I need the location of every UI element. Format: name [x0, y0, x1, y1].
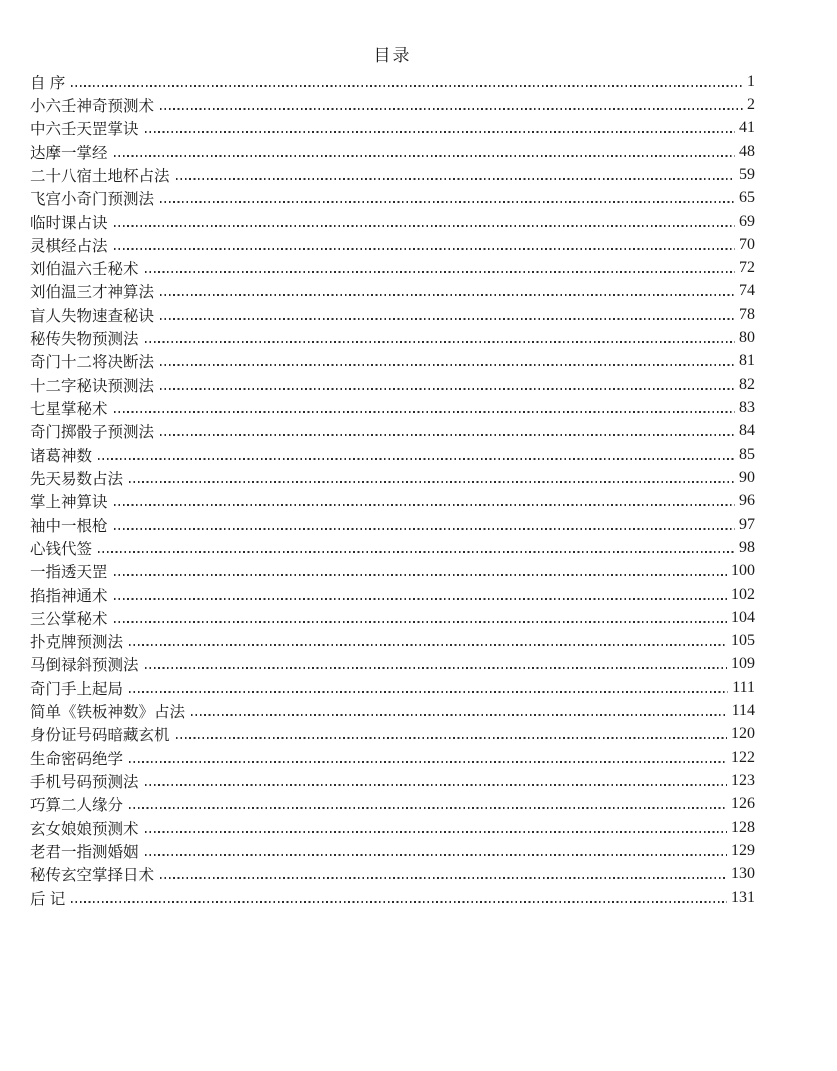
dot-leader [129, 481, 735, 483]
toc-entry-page-number: 74 [739, 282, 755, 300]
dot-leader [160, 294, 735, 296]
toc-entry[interactable] [30, 560, 755, 583]
toc-entry[interactable] [30, 140, 755, 163]
toc-entry-page-number: 70 [739, 235, 755, 253]
toc-entry-page-number: 123 [731, 772, 755, 790]
dot-leader [145, 667, 727, 669]
toc-entry[interactable] [30, 187, 755, 210]
toc-entry[interactable] [30, 117, 755, 140]
toc-entry[interactable] [30, 373, 755, 396]
toc-entry-page-number: 90 [739, 468, 755, 486]
dot-leader [114, 621, 727, 623]
toc-entry-page-number: 84 [739, 422, 755, 440]
dot-leader [114, 598, 727, 600]
toc-entry-title: 灵棋经占法 [30, 237, 108, 255]
toc-entry[interactable] [30, 630, 755, 653]
toc-entry-page-number: 85 [739, 445, 755, 463]
toc-entry-title: 老君一指测婚姻 [30, 843, 139, 861]
dot-leader [160, 877, 727, 879]
toc-entry-page-number: 102 [731, 585, 755, 603]
toc-entry-title: 简单《铁板神数》占法 [30, 704, 186, 722]
toc-entry-title: 秘传失物预测法 [30, 331, 139, 349]
dot-leader [160, 108, 743, 110]
toc-entry-title: 巧算二人缘分 [30, 797, 124, 815]
dot-leader [160, 318, 735, 320]
toc-entry-page-number: 131 [731, 888, 755, 906]
toc-entry-page-number: 105 [731, 632, 755, 650]
dot-leader [98, 458, 735, 460]
toc-entry-title: 先天易数占法 [30, 470, 124, 488]
dot-leader [160, 364, 735, 366]
toc-entry[interactable] [30, 303, 755, 326]
dot-leader [145, 131, 735, 133]
dot-leader [145, 271, 735, 273]
toc-entry-page-number: 65 [739, 189, 755, 207]
toc-entry[interactable] [30, 746, 755, 769]
toc-entry-page-number: 120 [731, 725, 755, 743]
toc-entry[interactable] [30, 769, 755, 792]
toc-entry-page-number: 78 [739, 305, 755, 323]
toc-entry[interactable] [30, 233, 755, 256]
dot-leader [114, 528, 735, 530]
toc-entry-page-number: 96 [739, 492, 755, 510]
dot-leader [129, 691, 728, 693]
dot-leader [176, 737, 727, 739]
toc-entry-page-number: 1 [747, 72, 755, 90]
dot-leader [114, 411, 735, 413]
toc-entry-page-number: 80 [739, 329, 755, 347]
toc-entry-page-number: 129 [731, 841, 755, 859]
toc-entry[interactable] [30, 536, 755, 559]
dot-leader [145, 784, 727, 786]
toc-entry[interactable] [30, 793, 755, 816]
dot-leader [176, 178, 735, 180]
toc-entry[interactable] [30, 420, 755, 443]
dot-leader [114, 155, 735, 157]
toc-entry-title: 奇门掷骰子预测法 [30, 424, 155, 442]
toc-entry[interactable] [30, 676, 755, 699]
toc-entry-title: 小六壬神奇预测术 [30, 97, 155, 115]
toc-entry-page-number: 2 [747, 95, 755, 113]
dot-leader [145, 831, 727, 833]
toc-entry[interactable] [30, 606, 755, 629]
toc-entry[interactable] [30, 863, 755, 886]
toc-entry[interactable] [30, 699, 755, 722]
toc-entry[interactable] [30, 210, 755, 233]
toc-entry-title: 身份证号码暗藏玄机 [30, 727, 170, 745]
toc-entry-page-number: 100 [731, 562, 755, 580]
toc-entry-page-number: 97 [739, 515, 755, 533]
toc-entry-title: 二十八宿土地杯占法 [30, 167, 170, 185]
dot-leader [129, 644, 727, 646]
toc-entry-page-number: 41 [739, 119, 755, 137]
toc-entry-page-number: 130 [731, 865, 755, 883]
toc-entry-title: 生命密码绝学 [30, 750, 124, 768]
toc-entry-title: 自 序 [30, 74, 66, 92]
toc-entry[interactable] [30, 653, 755, 676]
toc-entry[interactable] [30, 490, 755, 513]
toc-entry[interactable] [30, 839, 755, 862]
dot-leader [191, 714, 728, 716]
dot-leader [114, 248, 735, 250]
toc-entry[interactable] [30, 163, 755, 186]
toc-entry[interactable] [30, 70, 755, 93]
toc-entry-page-number: 114 [731, 702, 755, 720]
toc-entry-page-number: 69 [739, 212, 755, 230]
toc-entry-title: 刘伯温六壬秘术 [30, 261, 139, 279]
dot-leader [129, 761, 727, 763]
toc-entry[interactable] [30, 396, 755, 419]
toc-entry-page-number: 104 [731, 608, 755, 626]
toc-entry-page-number: 83 [739, 399, 755, 417]
toc-entry-title: 后 记 [30, 890, 66, 908]
dot-leader [114, 225, 735, 227]
toc-entry[interactable] [30, 513, 755, 536]
toc-entry[interactable] [30, 326, 755, 349]
dot-leader [145, 341, 735, 343]
toc-entry-page-number: 72 [739, 259, 755, 277]
toc-entry-title: 秘传玄空掌择日术 [30, 867, 155, 885]
toc-entry-title: 手机号码预测法 [30, 774, 139, 792]
toc-entry[interactable] [30, 886, 755, 909]
toc-entry-page-number: 98 [739, 538, 755, 556]
dot-leader [160, 434, 735, 436]
toc-entry-page-number: 48 [739, 142, 755, 160]
dot-leader [71, 901, 727, 903]
dot-leader [145, 854, 727, 856]
toc-entry[interactable] [30, 816, 755, 839]
toc-entry-title: 十二字秘诀预测法 [30, 377, 155, 395]
toc-entry-title: 玄女娘娘预测术 [30, 820, 139, 838]
toc-entry[interactable] [30, 443, 755, 466]
toc-entry-title: 奇门手上起局 [30, 680, 124, 698]
toc-entry-title: 七星掌秘术 [30, 401, 108, 419]
toc-entry[interactable] [30, 93, 755, 116]
toc-entry[interactable] [30, 350, 755, 373]
toc-entry-title: 诸葛神数 [30, 447, 93, 465]
toc-entry-title: 盲人失物速查秘诀 [30, 307, 155, 325]
toc-entry-page-number: 59 [739, 165, 755, 183]
toc-entry-title: 袖中一根枪 [30, 517, 108, 535]
toc-entry-title: 扑克牌预测法 [30, 634, 124, 652]
toc-entry-title: 一指透天罡 [30, 564, 108, 582]
toc-entry-title: 掌上神算诀 [30, 494, 108, 512]
dot-leader [129, 807, 727, 809]
toc-entry-title: 达摩一掌经 [30, 144, 108, 162]
toc-entry-page-number: 126 [731, 795, 755, 813]
dot-leader [71, 85, 743, 87]
dot-leader [98, 551, 735, 553]
toc-entry-title: 三公掌秘术 [30, 610, 108, 628]
dot-leader [114, 574, 727, 576]
dot-leader [160, 201, 735, 203]
toc-entry[interactable] [30, 280, 755, 303]
dot-leader [114, 504, 735, 506]
toc-entry-title: 飞宫小奇门预测法 [30, 191, 155, 209]
toc-entry-page-number: 81 [739, 352, 755, 370]
toc-entry-page-number: 82 [739, 375, 755, 393]
toc-entry-title: 奇门十二将决断法 [30, 354, 155, 372]
page-title: 目录 [373, 46, 412, 65]
toc-entry-title: 刘伯温三才神算法 [30, 284, 155, 302]
toc-entry-page-number: 109 [731, 655, 755, 673]
toc-entry-page-number: 122 [731, 748, 755, 766]
toc-entry-title: 心钱代签 [30, 540, 93, 558]
toc-entry[interactable] [30, 583, 755, 606]
toc-entry-title: 中六壬天罡掌诀 [30, 121, 139, 139]
toc-entry-title: 临时课占诀 [30, 214, 108, 232]
toc-entry-title: 掐指神通术 [30, 587, 108, 605]
table-of-contents [30, 70, 755, 909]
toc-entry[interactable] [30, 257, 755, 280]
toc-entry[interactable] [30, 466, 755, 489]
dot-leader [160, 388, 735, 390]
toc-entry-page-number: 128 [731, 818, 755, 836]
toc-entry[interactable] [30, 723, 755, 746]
toc-entry-page-number: 111 [732, 678, 755, 696]
toc-entry-title: 马倒禄斜预测法 [30, 657, 139, 675]
